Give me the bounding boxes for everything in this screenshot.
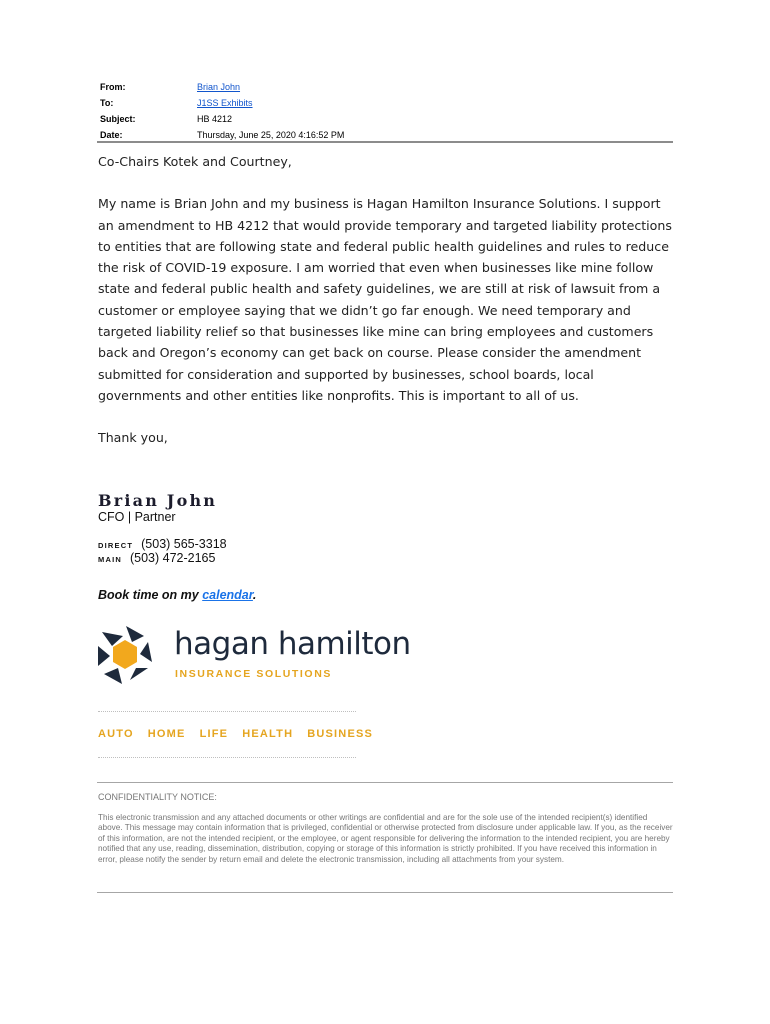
main-label: MAIN	[98, 555, 122, 564]
nav-auto-link[interactable]: AUTO	[98, 728, 134, 740]
book-suffix: .	[252, 588, 257, 602]
body-paragraph: My name is Brian John and my business is Hagan Hamilton Insurance Solutions. I support an amendment to HB 4212 that would provide temporary and targeted liability protections to entities that are following state and federal public health guidelines and rules to reduce the risk of COVID-19 exposure. I am worried that even when businesses like mine follow state and federal public health and safety guidelines, we are still at risk of lawsuit from a customer or employee saying that we didn’t go far enough. We need temporary and targeted liability relief so that businesses like mine can bring employees and customers back and Oregon’s economy can get back on course. Please consider the amendment submitted for consideration and supported by businesses, school boards, local governments and other entities like nonprofits. This is important to all of us.	[98, 196, 672, 403]
service-links	[98, 728, 387, 740]
date-row	[100, 128, 680, 142]
from-label: From:	[100, 82, 126, 92]
nav-life-link[interactable]: LIFE	[199, 728, 229, 740]
confidentiality-top-rule	[97, 782, 673, 783]
subject-label: Subject:	[100, 114, 136, 124]
to-row	[100, 96, 680, 110]
nav-health-link[interactable]: HEALTH	[242, 728, 294, 740]
nav-business-link[interactable]: BUSINESS	[307, 728, 374, 740]
header-divider	[97, 141, 673, 143]
subject-value: HB 4212	[197, 114, 233, 124]
signature-title: CFO | Partner	[98, 510, 176, 524]
main-phone: (503) 472-2165	[129, 551, 216, 565]
greeting: Co-Chairs Kotek and Courtney,	[98, 154, 292, 169]
direct-phone-row	[98, 537, 227, 551]
from-row	[100, 80, 680, 94]
nav-top-divider	[98, 711, 356, 712]
nav-home-link[interactable]: HOME	[147, 728, 186, 740]
closing: Thank you,	[98, 430, 168, 446]
to-value-link[interactable]: J1SS Exhibits	[197, 98, 253, 108]
signature-name: Brian John	[98, 491, 218, 510]
from-value-link[interactable]: Brian John	[197, 82, 241, 92]
main-phone-row	[98, 551, 215, 565]
hagan-hamilton-logo-icon	[96, 624, 154, 691]
nav-bottom-divider	[98, 757, 356, 758]
confidentiality-text: This electronic transmission and any attached documents or other writings are confidential and are for the sole use of the intended recipient(s) identified above. This message may contain information that is privileged, confidential or otherwise protected from disclosure under applicable law. If you, as the receiver of this information, are not the intended recipient, or the employee, or agent responsible for delivering the information to the intended recipient, you are hereby notified that any use, reading, dissemination, distribution, copying or storage of this information is strictly prohibited. If you have received this information in error, please notify the sender by return email and delete the electronic transmission, including all attachments from your system.	[98, 813, 673, 864]
email-header	[100, 80, 680, 144]
confidentiality-title: CONFIDENTIALITY NOTICE:	[98, 792, 217, 802]
logo-tagline: INSURANCE SOLUTIONS	[175, 668, 332, 680]
to-label: To:	[100, 98, 114, 108]
direct-label: DIRECT	[98, 541, 134, 550]
subject-row	[100, 112, 680, 126]
confidentiality-bottom-rule	[97, 892, 673, 893]
calendar-link[interactable]: calendar	[202, 588, 253, 602]
book-prefix: Book time on my	[98, 588, 203, 602]
book-time-line	[98, 588, 256, 602]
direct-phone: (503) 565-3318	[141, 537, 227, 551]
date-value: Thursday, June 25, 2020 4:16:52 PM	[197, 130, 345, 140]
email-body	[98, 151, 673, 449]
logo-wordmark: hagan hamilton	[174, 626, 411, 662]
date-label: Date:	[100, 130, 123, 140]
